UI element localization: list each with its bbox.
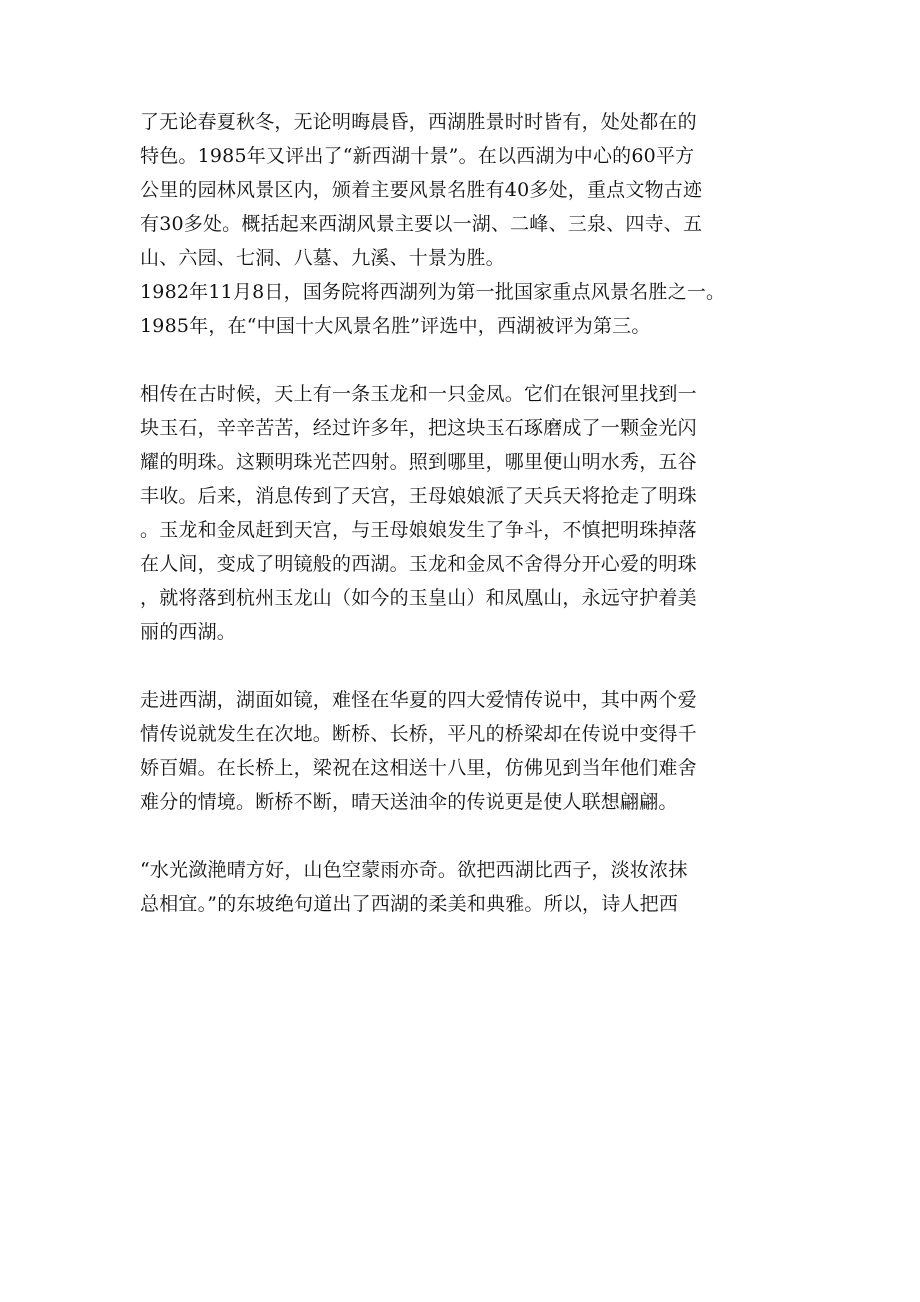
paragraph-5 xyxy=(140,853,780,921)
text-line: 耀的明珠。这颗明珠光芒四射。照到哪里，哪里便山明水秀，五谷 xyxy=(140,451,697,473)
document-body xyxy=(140,105,780,921)
text-line: 丰收。后来，消息传到了天宫，王母娘娘派了天兵天将抢走了明珠 xyxy=(140,485,697,507)
text-line: 有30多处。概括起来西湖风景主要以一湖、二峰、三泉、四寺、五 xyxy=(140,213,703,235)
text-line: “水光潋滟晴方好，山色空蒙雨亦奇。欲把西湖比西子，淡妆浓抹 xyxy=(140,859,688,881)
text-line: 块玉石，辛辛苦苦，经过许多年，把这块玉石琢磨成了一颗金光闪 xyxy=(140,417,697,439)
text-line: 特色。1985年又评出了“新西湖十景”。在以西湖为中心的60平方 xyxy=(140,145,695,167)
text-line: 难分的情境。断桥不断，晴天送油伞的传说更是使人联想翩翩。 xyxy=(140,791,678,813)
text-line: 。玉龙和金凤赶到天宫，与王母娘娘发生了争斗，不慎把明珠掉落 xyxy=(140,519,697,541)
text-line: 在人间，变成了明镜般的西湖。玉龙和金凤不舍得分开心爱的明珠 xyxy=(140,553,697,575)
text-line: 情传说就发生在次地。断桥、长桥，平凡的桥梁却在传说中变得千 xyxy=(140,723,697,745)
text-line: 山、六园、七洞、八墓、九溪、十景为胜。 xyxy=(140,247,505,269)
text-line: 了无论春夏秋冬，无论明晦晨昏，西湖胜景时时皆有，处处都在的 xyxy=(140,111,697,133)
text-line: 娇百媚。在长桥上，梁祝在这相送十八里，仿佛见到当年他们难舍 xyxy=(140,757,697,779)
text-line: 公里的园林风景区内，颁着主要风景名胜有40多处，重点文物古迹 xyxy=(140,179,703,201)
text-line: ，就将落到杭州玉龙山（如今的玉皇山）和凤凰山，永远守护着美 xyxy=(140,587,697,609)
text-line: 1982年11月8日，国务院将西湖列为第一批国家重点风景名胜之一。 xyxy=(140,281,726,303)
paragraph-gap xyxy=(140,343,780,377)
paragraph-4 xyxy=(140,683,780,819)
text-line: 走进西湖，湖面如镜，难怪在华夏的四大爱情传说中，其中两个爱 xyxy=(140,689,697,711)
paragraph-gap xyxy=(140,819,780,853)
paragraph-3 xyxy=(140,377,780,649)
paragraph-gap xyxy=(140,649,780,683)
text-line: 1985年，在“中国十大风景名胜”评选中，西湖被评为第三。 xyxy=(140,315,651,337)
text-line: 总相宜。”的东坡绝句道出了西湖的柔美和典雅。所以，诗人把西 xyxy=(140,893,679,915)
paragraph-1 xyxy=(140,105,780,275)
paragraph-2 xyxy=(140,275,780,343)
text-line: 丽的西湖。 xyxy=(140,621,237,643)
text-line: 相传在古时候，天上有一条玉龙和一只金凤。它们在银河里找到一 xyxy=(140,383,697,405)
